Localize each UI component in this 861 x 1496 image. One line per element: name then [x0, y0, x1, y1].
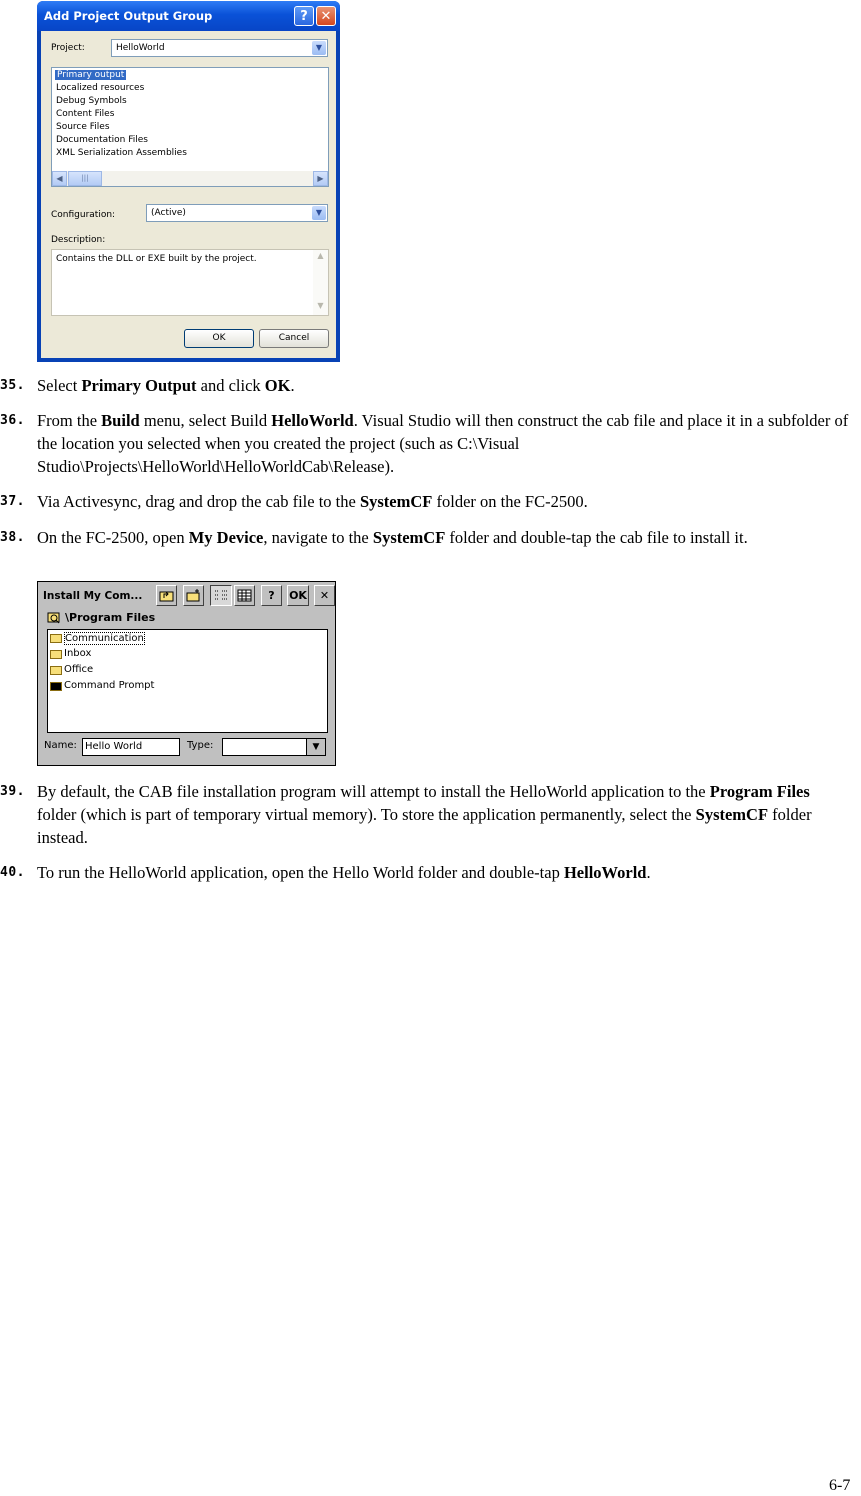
folder-icon: [50, 650, 62, 659]
page-number: 6-7: [829, 1477, 851, 1494]
step-number: 36.: [0, 413, 25, 428]
step-number: 40.: [0, 865, 25, 880]
dialog-title-bar[interactable]: [37, 1, 340, 31]
project-value: HelloWorld: [116, 43, 165, 53]
step-text-segment: . Visual Studio will then construct the cab file and place it in a subfolder of the location you selected when you created the project (such as C:\Visual Studio\Projects\HelloWorld\HelloWorldCab\Release).: [37, 411, 849, 476]
step-text-segment: .: [290, 376, 295, 395]
configuration-label: Configuration:: [51, 210, 116, 220]
folder-icon: [50, 666, 62, 675]
step-text: [37, 490, 852, 513]
horizontal-scrollbar[interactable]: [52, 171, 328, 186]
file-list-item[interactable]: [48, 648, 318, 662]
new-folder-button[interactable]: [183, 585, 204, 606]
scroll-up-icon[interactable]: ▲: [317, 251, 324, 260]
step-text: [37, 780, 852, 849]
step-number: 39.: [0, 784, 25, 799]
step-number: 38.: [0, 530, 25, 545]
type-label: Type:: [187, 740, 214, 751]
step-text-segment: folder on the FC-2500.: [432, 492, 588, 511]
chevron-down-icon[interactable]: ▼: [312, 41, 326, 55]
details-view-icon: [237, 589, 252, 602]
step-text: [37, 374, 852, 397]
bold-term: HelloWorld: [271, 411, 354, 430]
step-text-segment: From the: [37, 411, 102, 430]
bold-term: Primary Output: [81, 376, 197, 395]
bold-term: HelloWorld: [563, 863, 647, 882]
output-list-item[interactable]: Content Files: [56, 109, 115, 119]
description-text: Contains the DLL or EXE built by the project.: [56, 254, 257, 264]
install-dialog: [37, 581, 336, 766]
file-list-item-label: Communication: [65, 633, 144, 644]
file-list-item[interactable]: [48, 680, 318, 694]
file-list[interactable]: [47, 629, 328, 733]
name-value: Hello World: [85, 741, 143, 752]
step-text-segment: Select: [37, 376, 82, 395]
output-list-item[interactable]: Documentation Files: [56, 135, 148, 145]
close-button[interactable]: ✕: [314, 585, 335, 606]
up-folder-icon: [159, 589, 174, 602]
step-number: 37.: [0, 494, 25, 509]
bold-term: My Device: [188, 528, 264, 547]
current-path: \Program Files: [65, 611, 156, 624]
step-text: [37, 409, 852, 478]
step-text-segment: Via Activesync, drag and drop the cab file to the: [37, 492, 360, 511]
scroll-right-icon[interactable]: ▶: [313, 171, 328, 186]
description-box: [51, 249, 329, 316]
step-text-segment: folder and double-tap the cab file to install it.: [445, 528, 748, 547]
bold-term: Build: [101, 411, 140, 430]
step-text-segment: By default, the CAB file installation program will attempt to install the HelloWorld application to the: [37, 782, 710, 801]
output-list-item[interactable]: XML Serialization Assemblies: [56, 148, 187, 158]
add-project-output-group-dialog: [37, 1, 340, 362]
up-folder-button[interactable]: [156, 585, 177, 606]
bold-term: SystemCF: [695, 805, 769, 824]
step-text-segment: , navigate to the: [263, 528, 373, 547]
project-dropdown[interactable]: [111, 39, 328, 57]
details-view-button[interactable]: [234, 585, 255, 606]
chevron-down-icon[interactable]: ▼: [312, 206, 326, 220]
bold-term: Program Files: [709, 782, 810, 801]
help-button[interactable]: ?: [294, 6, 314, 26]
output-list-item[interactable]: Primary output: [57, 70, 125, 80]
file-list-item-label: Inbox: [64, 648, 92, 659]
step-text: [37, 861, 852, 884]
name-label: Name:: [44, 740, 77, 751]
description-label: Description:: [51, 235, 106, 245]
project-label: Project:: [51, 43, 85, 53]
output-list[interactable]: [51, 67, 329, 187]
step-text-segment: and click: [196, 376, 265, 395]
new-folder-icon: [186, 589, 201, 602]
file-list-item-label: Office: [64, 664, 94, 675]
dialog-client-area: [41, 31, 336, 358]
chevron-down-icon[interactable]: ▼: [306, 739, 325, 755]
dialog-title: Add Project Output Group: [44, 9, 213, 23]
configuration-dropdown[interactable]: [146, 204, 328, 222]
step-text: [37, 526, 852, 549]
output-list-item[interactable]: Debug Symbols: [56, 96, 127, 106]
vertical-scrollbar[interactable]: [313, 250, 328, 315]
output-list-item[interactable]: Localized resources: [56, 83, 145, 93]
bold-term: OK: [264, 376, 291, 395]
bold-term: SystemCF: [359, 492, 433, 511]
step-number: 35.: [0, 378, 25, 393]
output-list-item[interactable]: Source Files: [56, 122, 110, 132]
step-text-segment: To run the HelloWorld application, open the Hello World folder and double-tap: [37, 863, 564, 882]
scroll-down-icon[interactable]: ▼: [317, 301, 324, 310]
scroll-left-icon[interactable]: ◀: [52, 171, 67, 186]
cancel-button[interactable]: Cancel: [259, 329, 329, 348]
step-text-segment: menu, select Build: [139, 411, 272, 430]
list-view-button[interactable]: [210, 585, 232, 606]
step-text-segment: folder (which is part of temporary virtual memory). To store the application permanently, select the: [37, 805, 696, 824]
file-list-item-label: Command Prompt: [64, 680, 155, 691]
folder-icon: [50, 634, 62, 643]
file-list-item[interactable]: [48, 632, 318, 646]
open-folder-icon: [47, 611, 61, 624]
step-text-segment: .: [646, 863, 651, 882]
install-dialog-title: Install My Com...: [43, 590, 143, 602]
step-text-segment: On the FC-2500, open: [37, 528, 189, 547]
name-input[interactable]: [82, 738, 180, 756]
ok-button[interactable]: OK: [287, 585, 309, 606]
bold-term: SystemCF: [372, 528, 446, 547]
help-button[interactable]: ?: [261, 585, 282, 606]
type-dropdown[interactable]: [222, 738, 326, 756]
scroll-thumb[interactable]: |||: [68, 171, 102, 186]
close-button[interactable]: ✕: [316, 6, 336, 26]
command-prompt-icon: [50, 682, 62, 691]
ok-button[interactable]: OK: [184, 329, 254, 348]
configuration-value: (Active): [151, 208, 186, 218]
list-view-icon: [214, 589, 229, 602]
file-list-item[interactable]: [48, 664, 318, 678]
step-text-segment: folder instead.: [37, 805, 812, 847]
